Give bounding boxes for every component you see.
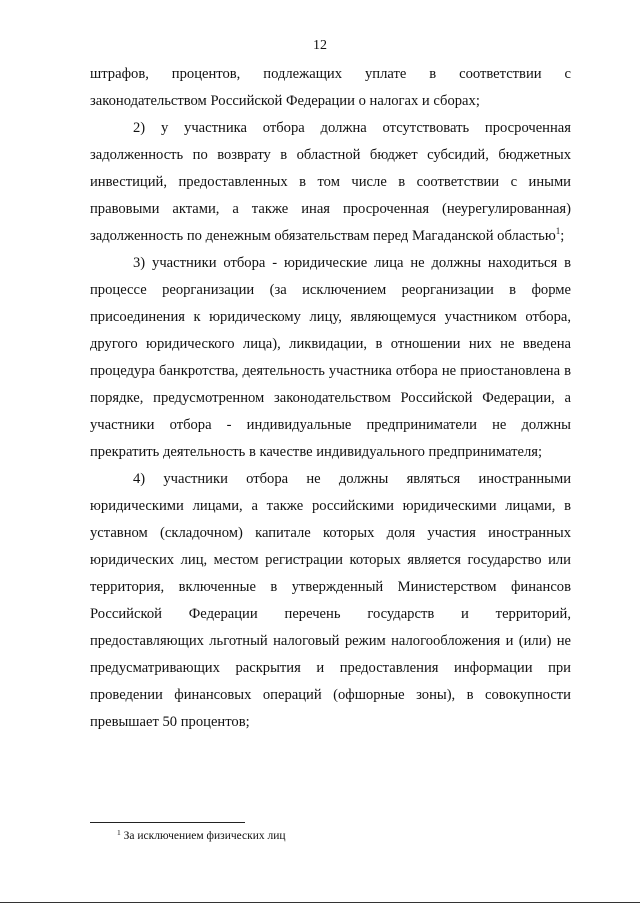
document-body <box>90 61 571 736</box>
paragraph-text: штрафов, процентов, подлежащих уплате в соответствии с законодательством Российской Федерации о налогах и сборах; <box>90 66 571 109</box>
footnote <box>117 829 286 843</box>
page-bottom-edge <box>0 902 640 903</box>
paragraph-continuation <box>90 61 571 115</box>
page-number: 12 <box>313 38 327 53</box>
paragraph-tail: ; <box>560 228 565 244</box>
paragraph-text: 2) у участника отбора должна отсутствовать просроченная задолженность по возврату в областной бюджет субсидий, бюджетных инвестиций, предоставленных в том числе в соответствии с иными правовыми актами, а также иная просроченная (неурегулированная) задолженность по денежным обязательствам перед Магаданской областью <box>90 120 571 244</box>
paragraph-item-2 <box>90 115 571 250</box>
paragraph-item-4 <box>90 466 571 736</box>
paragraph-text: 3) участники отбора - юридические лица не должны находиться в процессе реорганизации (за исключением реорганизации в форме присоединения к юридическому лицу, являющемуся участником отбора, другого юридического лица), ликвидации, в отношении них не введена процедура банкротства, деятельность участника отбора не приостановлена в порядке, предусмотренном законодательством Российской Федерации, а участники отбора - индивидуальные предприниматели не должны прекратить деятельность в качестве индивидуального предпринимателя; <box>90 255 571 460</box>
paragraph-text: 4) участники отбора не должны являться иностранными юридическими лицами, а также российскими юридическими лицами, в уставном (складочном) капитале которых доля участия иностранных юридических лиц, местом регистрации которых является государство или территория, включенные в утвержденный Министерством финансов Российской Федерации перечень государств и территорий, предоставляющих льготный налоговый режим налогообложения и (или) не предусматривающих раскрытия и предоставления информации при проведении финансовых операций (офшорные зоны), в совокупности превышает 50 процентов; <box>90 471 571 730</box>
paragraph-item-3 <box>90 250 571 466</box>
footnote-reference[interactable]: 1 <box>555 226 561 236</box>
footnote-marker: 1 <box>117 828 121 837</box>
footnote-separator <box>90 822 245 823</box>
footnote-text: За исключением физических лиц <box>123 830 286 842</box>
